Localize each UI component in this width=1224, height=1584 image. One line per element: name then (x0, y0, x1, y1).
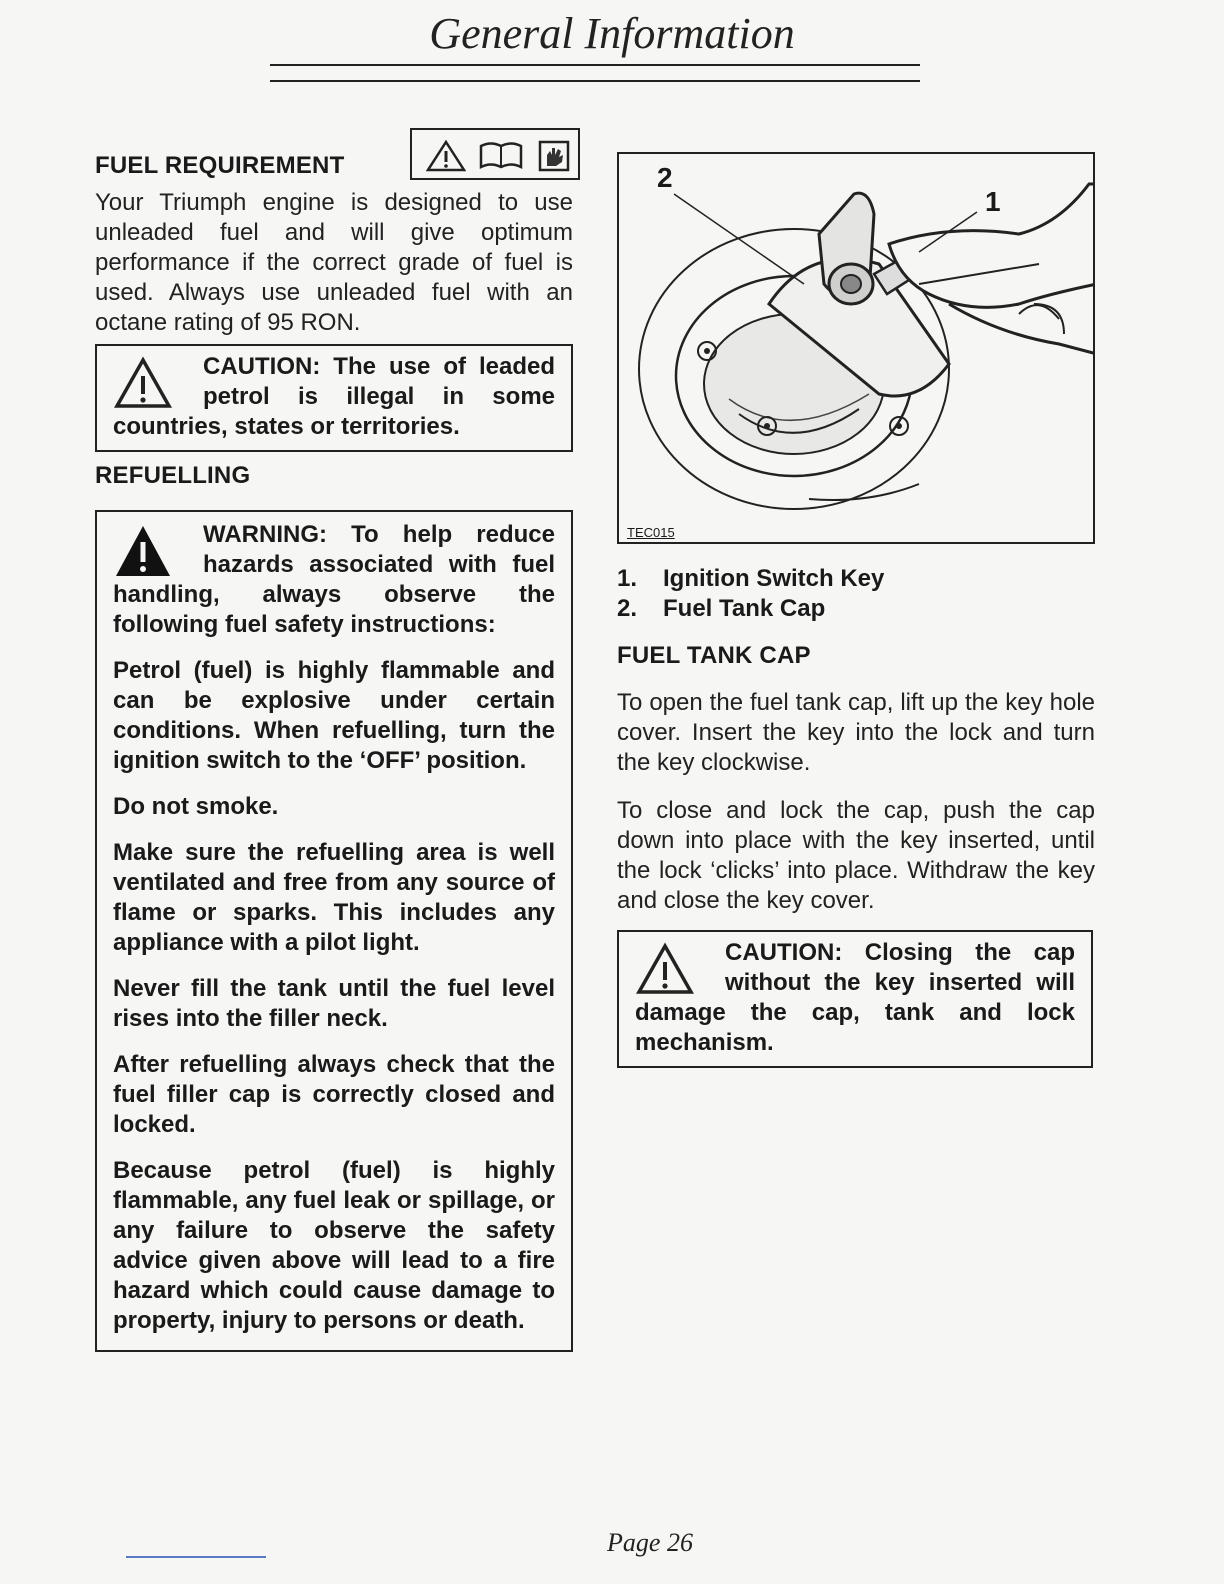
page-number: Page 26 (607, 1528, 693, 1557)
legend-text: Fuel Tank Cap (663, 595, 826, 622)
warning-paragraph-1: Petrol (fuel) is highly flammable and can be explosive under certain conditions. When refuelling, turn the ignition switch to the ‘OFF’ position. (113, 657, 555, 774)
legend-number: 1. (617, 565, 638, 592)
warning-paragraph-5: After refuelling always check that the fuel filler cap is correctly closed and locked. (113, 1051, 555, 1138)
caution-cap-text: CAUTION: Closing the cap without the key inserted will damage the cap, tank and lock mechanism. (635, 939, 1075, 1056)
footer-rule (126, 1556, 266, 1558)
page-title: General Information (429, 9, 795, 58)
caution-triangle-icon (113, 354, 189, 412)
legend-text: Ignition Switch Key (663, 565, 885, 592)
warning-filled-triangle-icon (113, 522, 189, 580)
warning-paragraph-6: Because petrol (fuel) is highly flammable, any fuel leak or spillage, or any failure to observe the safety advice given above will lead to a fire hazard which could cause damage to property, injury to persons or death. (113, 1157, 555, 1334)
fuel-cap-illustration (619, 154, 1095, 544)
warning-paragraph-4: Never fill the tank until the fuel level rises into the filler neck. (113, 975, 555, 1032)
fuel-requirement-text: Your Triumph engine is designed to use unleaded fuel and will give optimum performance if the correct grade of fuel is used. Always use unleaded fuel with an octane rating of 95 RON. (95, 189, 573, 336)
caution-cap-box (617, 930, 1093, 1068)
fuel-tank-cap-heading: FUEL TANK CAP (617, 642, 811, 669)
fuel-requirement-heading: FUEL REQUIREMENT (95, 152, 345, 179)
fuel-tank-cap-close-text: To close and lock the cap, push the cap down into place with the key inserted, until the lock ‘clicks’ into place. Withdraw the key and close the key cover. (617, 797, 1095, 914)
legend-item (617, 594, 1095, 624)
warning-intro-text: WARNING: To help reduce hazards associated with fuel handling, always observe the following fuel safety instructions: (113, 521, 555, 638)
symbol-box (410, 128, 580, 180)
book-icon (478, 140, 524, 172)
title-rule-bottom (270, 80, 920, 82)
caution-leaded-text: CAUTION: The use of leaded petrol is illegal in some countries, states or territories. (113, 353, 555, 440)
warning-box (95, 510, 573, 1352)
right-column (617, 152, 1095, 1068)
title-rule-top (270, 64, 920, 66)
figure-label: TEC015 (627, 525, 675, 540)
callout-2: 2 (657, 162, 673, 193)
callout-1: 1 (985, 186, 1001, 217)
legend-number: 2. (617, 595, 638, 622)
legend-item (617, 564, 1095, 594)
caution-leaded-box (95, 344, 573, 452)
left-column (95, 128, 573, 1352)
caution-triangle-icon (635, 940, 711, 998)
figure-legend (617, 564, 1095, 624)
fuel-tank-cap-open-text: To open the fuel tank cap, lift up the key hole cover. Insert the key into the lock and turn the key clockwise. (617, 689, 1095, 776)
fuel-requirement-heading-row (95, 128, 573, 182)
hand-sign-icon (538, 140, 570, 172)
fuel-cap-figure (617, 152, 1095, 544)
warning-paragraph-2: Do not smoke. (113, 793, 279, 820)
warning-triangle-icon (426, 140, 466, 172)
warning-paragraph-3: Make sure the refuelling area is well ventilated and free from any source of flame or sparks. This includes any appliance with a pilot light. (113, 839, 555, 956)
refuelling-heading: REFUELLING (95, 462, 251, 489)
